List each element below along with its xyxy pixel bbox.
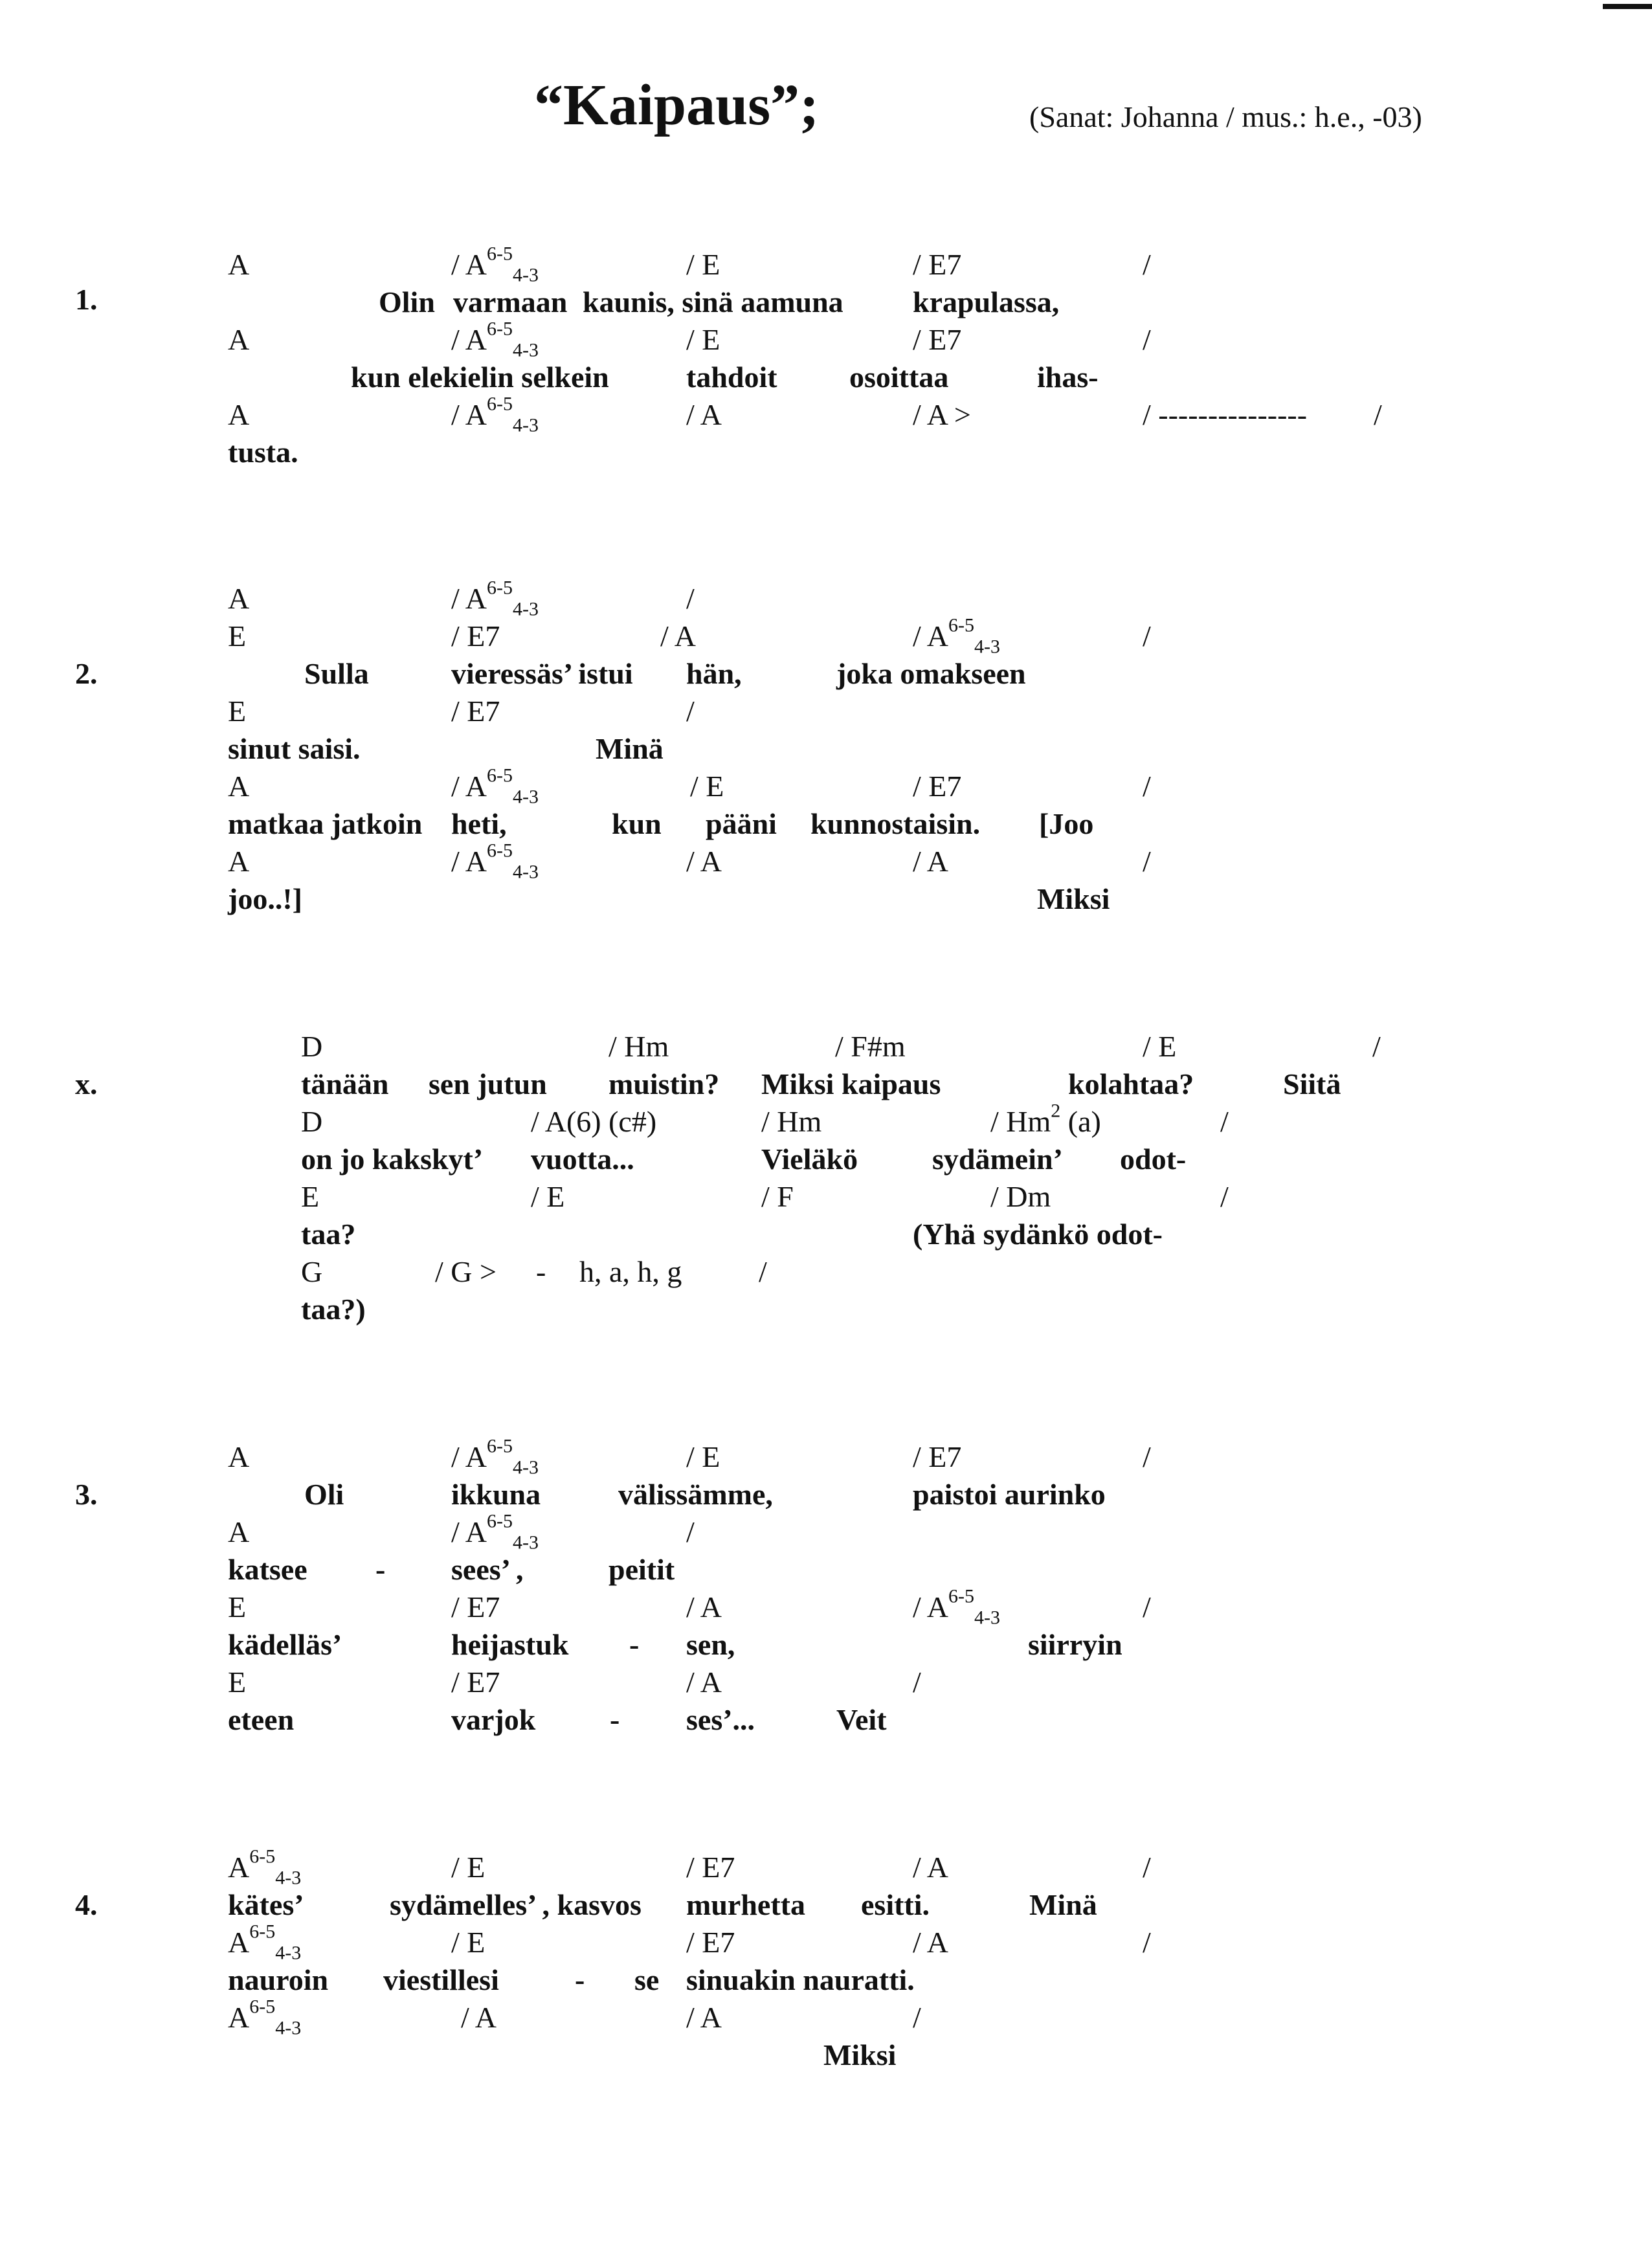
chord-slash: / <box>451 582 460 615</box>
chord-root: A <box>926 619 948 652</box>
lyric: vuotta... <box>531 1143 634 1176</box>
lyric: heijastuk <box>451 1628 569 1661</box>
chord: / E <box>690 770 724 803</box>
bar-line: / <box>1143 1590 1151 1623</box>
chord: / E7 <box>913 770 962 803</box>
bar-line: / <box>1143 845 1151 878</box>
chord: / E7 <box>451 695 500 728</box>
scan-edge-mark <box>1603 4 1652 9</box>
bar-line: / <box>1143 323 1151 356</box>
chord-a-suspension <box>451 577 539 620</box>
bar-line: / <box>913 2001 921 2034</box>
bar-line: / <box>759 1255 767 1288</box>
chord-subscript: 4-3 <box>512 339 539 361</box>
song-credit: (Sanat: Johanna / mus.: h.e., -03) <box>1029 100 1422 133</box>
lyric: ses’... <box>686 1703 755 1736</box>
chord-a-suspension <box>228 1996 302 2039</box>
chord: / A <box>686 1590 722 1623</box>
chord-superscript: 2 <box>1051 1100 1061 1122</box>
chord-superscript: 6-5 <box>486 393 513 415</box>
chord: / A <box>913 845 948 878</box>
chord: / A <box>461 2001 497 2034</box>
chord: / E <box>686 248 720 281</box>
chord: / A <box>913 1851 948 1884</box>
chord-superscript: 6-5 <box>486 243 513 265</box>
lyric: kaunis, sinä aamuna <box>583 285 843 318</box>
chord-root: A <box>228 2001 250 2034</box>
bar-line: / <box>1143 770 1151 803</box>
lyric: - <box>375 1553 386 1586</box>
chord: E <box>228 619 247 652</box>
chord: A <box>228 1440 250 1473</box>
chord-subscript: 4-3 <box>512 786 539 808</box>
chord: E <box>228 1666 247 1699</box>
chord: A <box>228 323 250 356</box>
lyric: pääni <box>706 807 777 840</box>
chord-a-suspension <box>228 1921 302 1964</box>
chord: A <box>228 582 250 615</box>
lyric: sydämelles’ , kasvos <box>390 1888 642 1921</box>
bar-line-dashes: / --------------- <box>1143 398 1308 431</box>
chord-a-suspension <box>451 840 539 883</box>
lyric: joka omakseen <box>836 657 1026 690</box>
chord: / A <box>686 398 722 431</box>
lyric: sydämein’ <box>932 1143 1063 1176</box>
lyric: siirryin <box>1028 1628 1122 1661</box>
lyric: tahdoit <box>686 361 777 394</box>
lyric: viestillesi <box>383 1963 499 1996</box>
lyric: tänään <box>301 1067 389 1100</box>
chord: / E <box>1143 1030 1177 1063</box>
chord-subscript: 4-3 <box>275 2017 302 2039</box>
chord-superscript: 6-5 <box>486 1510 513 1532</box>
lyric: kätes’ <box>228 1888 304 1921</box>
lyric: varmaan <box>453 285 568 318</box>
chord: / A <box>686 2001 722 2034</box>
lyric: esitti. <box>861 1888 930 1921</box>
chord: / E <box>531 1180 565 1213</box>
lyric: Sulla <box>304 657 369 690</box>
chord: / A <box>686 845 722 878</box>
lyric: Oli <box>304 1478 344 1511</box>
chord: / E <box>451 1926 486 1959</box>
lyric: sinuakin nauratti. <box>686 1963 915 1996</box>
chord-subscript: 4-3 <box>512 414 539 436</box>
chord-a-suspension <box>913 614 1000 658</box>
chord-a-suspension <box>451 318 539 361</box>
chord: / G > <box>435 1255 497 1288</box>
chord-superscript: 6-5 <box>486 577 513 599</box>
bar-line: / <box>1143 619 1151 652</box>
lyric: taa?) <box>301 1293 366 1326</box>
chord-a-suspension <box>451 1510 539 1554</box>
lyric: sees’ , <box>451 1553 524 1586</box>
lyric: krapulassa, <box>913 285 1060 318</box>
chord-root: A <box>228 1851 250 1884</box>
chord: / A <box>660 619 696 652</box>
dash: - <box>536 1255 546 1288</box>
lyric: Miksi <box>1037 882 1110 915</box>
chord-superscript: 6-5 <box>486 318 513 340</box>
chord: / A <box>686 1666 722 1699</box>
chord-subscript: 4-3 <box>512 861 539 883</box>
chord: D <box>301 1105 323 1138</box>
chord-superscript: 6-5 <box>486 764 513 786</box>
lyric: kunnostaisin. <box>810 807 981 840</box>
chord: E <box>228 1590 247 1623</box>
chord-a-suspension <box>451 243 539 286</box>
lyric: katsee <box>228 1553 307 1586</box>
chord: / E7 <box>451 1590 500 1623</box>
bar-line: / <box>913 1666 921 1699</box>
chord-root: A <box>926 1590 948 1623</box>
chord-slash: / <box>451 1440 460 1473</box>
lyric: on jo kakskyt’ <box>301 1143 484 1176</box>
lyric: vieressäs’ istui <box>451 657 633 690</box>
bar-line: / <box>1374 398 1382 431</box>
bar-line: / <box>686 582 695 615</box>
chord-superscript: 6-5 <box>249 1845 276 1867</box>
chord-root: A <box>465 398 487 431</box>
chord-root: A <box>465 1515 487 1548</box>
chord-root: Hm <box>1006 1105 1051 1138</box>
lyric: Miksi <box>823 2038 897 2071</box>
chord-subscript: 4-3 <box>974 636 1000 658</box>
chord-superscript: 6-5 <box>948 1585 974 1607</box>
chord: / E <box>686 1440 720 1473</box>
chord-slash: / <box>451 398 460 431</box>
lyric: kolahtaa? <box>1068 1067 1194 1100</box>
chord: E <box>228 695 247 728</box>
chord: / E7 <box>686 1926 735 1959</box>
chord-slash: / <box>451 323 460 356</box>
chord: G <box>301 1255 323 1288</box>
chord-subscript: 4-3 <box>275 1942 302 1964</box>
lyric: ihas- <box>1037 361 1099 394</box>
chord: / Hm <box>608 1030 669 1063</box>
lyric: - <box>629 1628 640 1661</box>
chord-a-suspension <box>913 1585 1000 1629</box>
chord-subscript: 4-3 <box>512 598 539 620</box>
lyric: ikkuna <box>451 1478 541 1511</box>
chord-subscript: 4-3 <box>275 1867 302 1889</box>
chord: / E7 <box>686 1851 735 1884</box>
chord: A <box>228 398 250 431</box>
lyric: sen, <box>686 1628 735 1661</box>
lyric: Vieläkö <box>761 1143 858 1176</box>
lyric: Veit <box>836 1703 887 1736</box>
melody-notes: h, a, h, g <box>579 1255 682 1288</box>
chord: A <box>228 1515 250 1548</box>
lyric: se <box>634 1963 660 1996</box>
lyric: osoittaa <box>849 361 949 394</box>
chord-slash: / <box>451 1515 460 1548</box>
chord: D <box>301 1030 323 1063</box>
chord-root: A <box>465 1440 487 1473</box>
lyric: tusta. <box>228 436 298 469</box>
lyric: heti, <box>451 807 507 840</box>
lyric: kädelläs’ <box>228 1628 342 1661</box>
lyric: nauroin <box>228 1963 329 1996</box>
lyric: [Joo <box>1039 807 1094 840</box>
chord-root: A <box>465 582 487 615</box>
lyric: muistin? <box>608 1067 720 1100</box>
chord-slash: / <box>913 1590 921 1623</box>
bar-line: / <box>1220 1180 1229 1213</box>
verse-number: 4. <box>75 1888 98 1921</box>
lyric: Miksi kaipaus <box>761 1067 941 1100</box>
lyric: - <box>610 1703 620 1736</box>
chord-subscript: 4-3 <box>512 1456 539 1478</box>
chord: / A <box>913 1926 948 1959</box>
lyric: matkaa jatkoin <box>228 807 423 840</box>
chord-superscript: 6-5 <box>486 1435 513 1457</box>
lyric: eteen <box>228 1703 295 1736</box>
chord: A <box>228 248 250 281</box>
lyric: odot- <box>1120 1143 1187 1176</box>
chord: E <box>301 1180 320 1213</box>
lyric: taa? <box>301 1218 356 1251</box>
chord-root: A <box>228 1926 250 1959</box>
chord: / E7 <box>451 619 500 652</box>
verse-number: 2. <box>75 657 98 690</box>
lyric: Minä <box>1029 1888 1097 1921</box>
bar-line: / <box>1143 1440 1151 1473</box>
chord: / E <box>451 1851 486 1884</box>
bar-line: / <box>1143 1851 1151 1884</box>
chord: / F#m <box>835 1030 906 1063</box>
lyric: sen jutun <box>429 1067 547 1100</box>
bar-line: / <box>1143 248 1151 281</box>
lyric: Olin <box>379 285 435 318</box>
lyric: kun elekielin selkein <box>351 361 609 394</box>
lyric: Minä <box>596 732 664 765</box>
chord: / F <box>761 1180 794 1213</box>
chord: / E7 <box>913 1440 962 1473</box>
bar-line: / <box>686 695 695 728</box>
chord-slash: / <box>451 845 460 878</box>
lyric: murhetta <box>686 1888 805 1921</box>
chord: / A > <box>913 398 971 431</box>
chord-hm2 <box>990 1100 1101 1138</box>
chord-slash: / <box>451 248 460 281</box>
chord: A <box>228 845 250 878</box>
chord: / Hm <box>761 1105 822 1138</box>
chord-bass-note: (a) <box>1060 1105 1101 1138</box>
chord-root: A <box>465 248 487 281</box>
chord-a-suspension <box>228 1845 302 1889</box>
verse-number: 3. <box>75 1478 98 1511</box>
chord: / E7 <box>451 1666 500 1699</box>
chord: / E <box>686 323 720 356</box>
chord: / E7 <box>913 248 962 281</box>
lyric: peitit <box>608 1553 675 1586</box>
lyric: paistoi aurinko <box>913 1478 1106 1511</box>
bar-line: / <box>1220 1105 1229 1138</box>
chord-superscript: 6-5 <box>486 840 513 862</box>
chord-subscript: 4-3 <box>512 1532 539 1554</box>
chord-slash: / <box>451 770 460 803</box>
chord-slash: / <box>913 619 921 652</box>
lyric: hän, <box>686 657 742 690</box>
chord-slash: / <box>990 1105 999 1138</box>
bar-line: / <box>1143 1926 1151 1959</box>
chord: / Dm <box>990 1180 1051 1213</box>
verse-number: 1. <box>75 283 98 316</box>
chord-superscript: 6-5 <box>948 614 974 636</box>
chord-a-suspension <box>451 764 539 808</box>
chord-a-suspension <box>451 1435 539 1478</box>
chord: A <box>228 770 250 803</box>
lyric: kun <box>612 807 662 840</box>
chorus-marker: x. <box>75 1067 98 1100</box>
bar-line: / <box>686 1515 695 1548</box>
lyric: Siitä <box>1283 1067 1341 1100</box>
chord-subscript: 4-3 <box>512 264 539 286</box>
chord-root: A <box>465 323 487 356</box>
lyric: joo..!] <box>228 882 302 915</box>
chord-root: A <box>465 845 487 878</box>
chord-superscript: 6-5 <box>249 1921 276 1943</box>
chord: / E7 <box>913 323 962 356</box>
lyric: sinut saisi. <box>228 732 361 765</box>
lyric: varjok <box>451 1703 536 1736</box>
lyric: välissämme, <box>618 1478 773 1511</box>
chord: / A(6) (c#) <box>531 1105 657 1138</box>
song-title: “Kaipaus”; <box>534 73 820 137</box>
bar-line: / <box>1372 1030 1381 1063</box>
chord-superscript: 6-5 <box>249 1996 276 2018</box>
lyric: (Yhä sydänkö odot- <box>913 1218 1163 1251</box>
lyric: - <box>575 1963 585 1996</box>
chord-a-suspension <box>451 393 539 436</box>
chord-subscript: 4-3 <box>974 1607 1000 1629</box>
chord-root: A <box>465 770 487 803</box>
